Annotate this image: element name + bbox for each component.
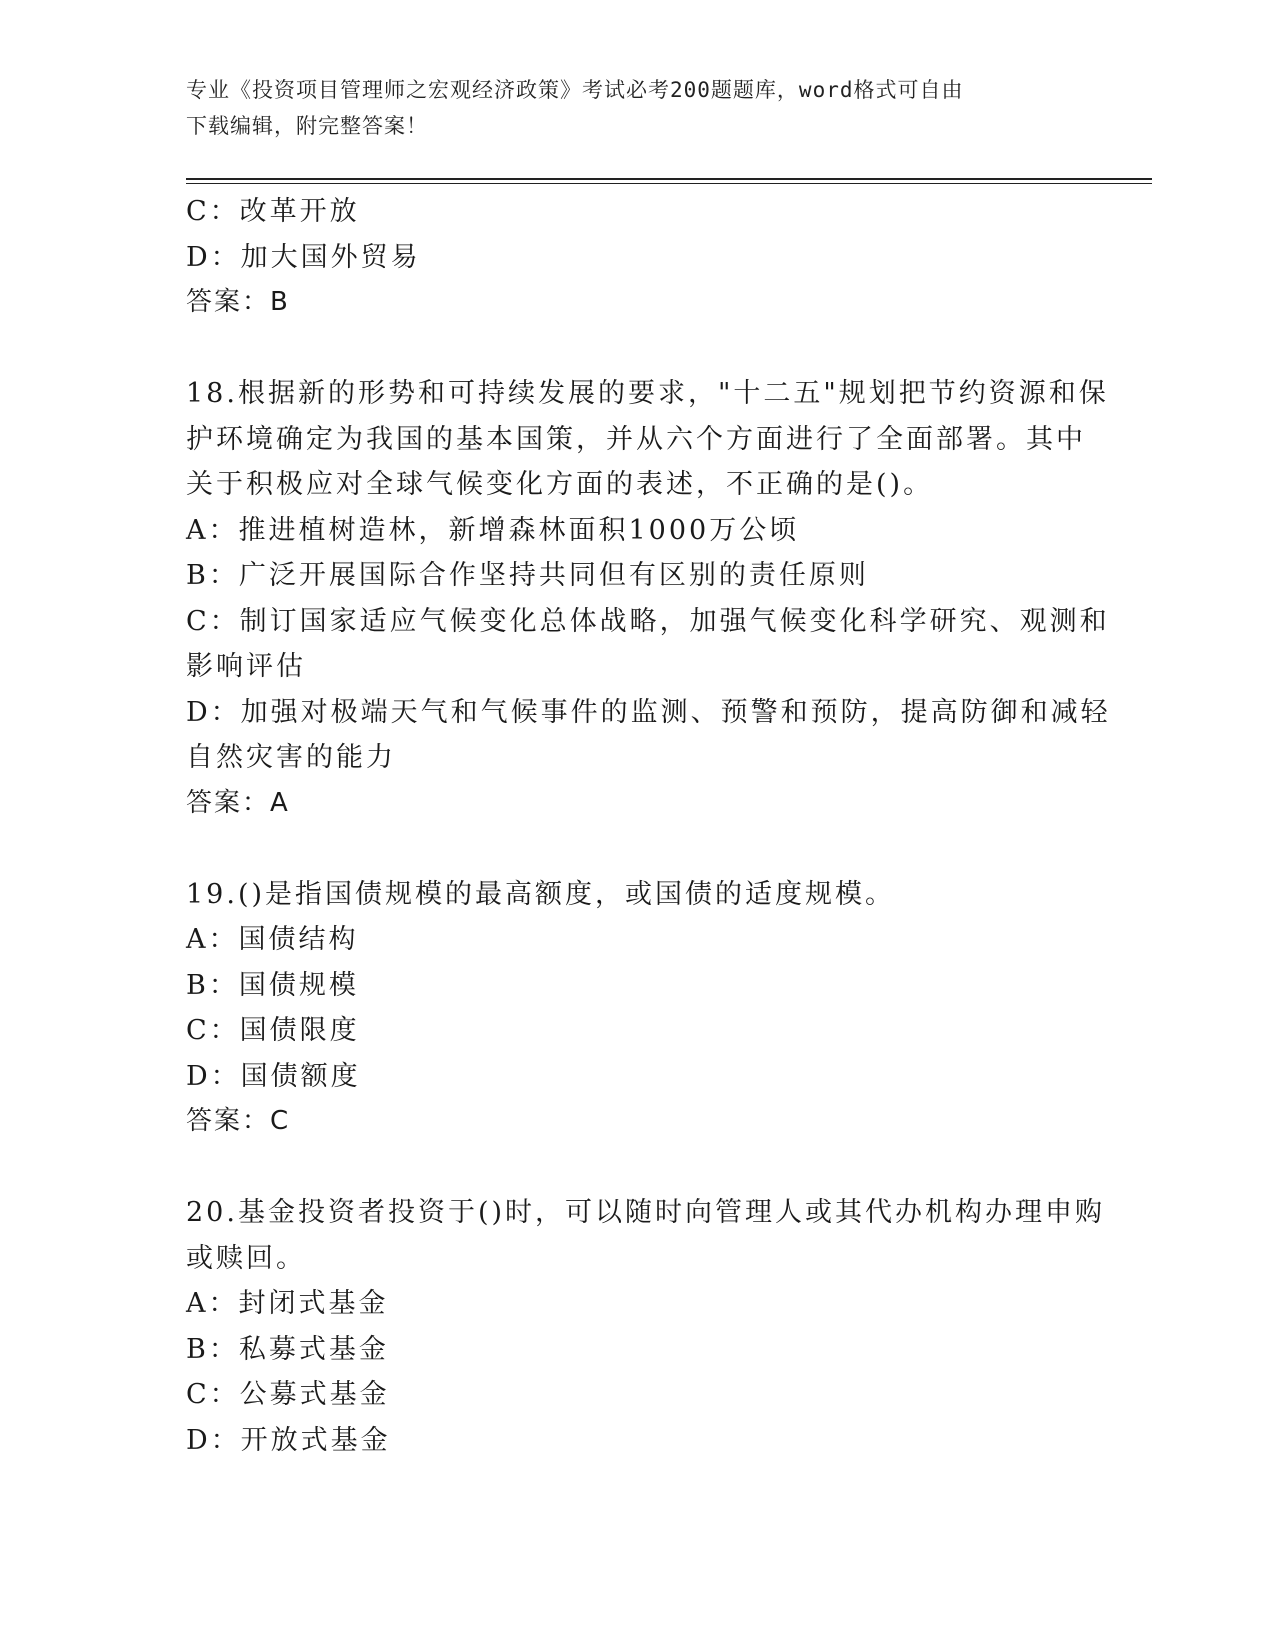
header-rule-thick <box>186 178 1152 180</box>
header-line-2: 下载编辑，附完整答案！ <box>186 114 428 138</box>
question-19 <box>186 872 1086 1145</box>
option-a: A：推进植树造林，新增森林面积1000万公顷 <box>186 514 800 546</box>
option-b: B：私募式基金 <box>186 1333 389 1365</box>
document-header <box>186 72 1066 144</box>
option-c: C：公募式基金 <box>186 1379 390 1410</box>
option-d: D：国债额度 <box>186 1060 361 1092</box>
question-stem: 或赎回。 <box>186 1242 306 1274</box>
option-b: B：广泛开展国际合作坚持共同但有区别的责任原则 <box>186 560 869 591</box>
option-d: D：加强对极端天气和气候事件的监测、预警和预防，提高防御和减轻 <box>186 696 1111 728</box>
question-stem: 护环境确定为我国的基本国策，并从六个方面进行了全面部署。其中 <box>186 423 1086 455</box>
option-a: A：国债结构 <box>186 924 359 955</box>
option-a: A：封闭式基金 <box>186 1288 389 1319</box>
option-d: D：加大国外贸易 <box>186 241 421 273</box>
question-stem: 关于积极应对全球气候变化方面的表述，不正确的是()。 <box>186 469 934 500</box>
spacer <box>186 826 1086 872</box>
header-rule-thin <box>186 183 1152 184</box>
option-c: C：制订国家适应气候变化总体战略，加强气候变化科学研究、观测和 <box>186 605 1110 637</box>
option-d-continued: 自然灾害的能力 <box>186 742 396 773</box>
question-stem: 19.()是指国债规模的最高额度，或国债的适度规模。 <box>186 878 896 910</box>
option-b: B：国债规模 <box>186 969 359 1001</box>
answer-label: 答案：A <box>186 787 290 818</box>
header-line-1: 专业《投资项目管理师之宏观经济政策》考试必考200题题库，word格式可自由 <box>186 78 964 102</box>
option-c: C：改革开放 <box>186 196 360 227</box>
question-stem: 20.基金投资者投资于()时，可以随时向管理人或其代办机构办理申购 <box>186 1197 1106 1228</box>
option-c-continued: 影响评估 <box>186 651 306 682</box>
question-content <box>186 189 1111 1463</box>
answer-label: 答案：B <box>186 287 290 317</box>
question-stem: 18.根据新的形势和可持续发展的要求，"十二五"规划把节约资源和保 <box>186 378 1109 409</box>
question-18 <box>186 371 1111 826</box>
question-17-continuation <box>186 189 1086 326</box>
spacer <box>186 1145 1086 1191</box>
answer-label: 答案：C <box>186 1106 291 1136</box>
option-d: D：开放式基金 <box>186 1424 391 1456</box>
spacer <box>186 326 1086 372</box>
question-20 <box>186 1190 1106 1463</box>
option-c: C：国债限度 <box>186 1015 360 1046</box>
